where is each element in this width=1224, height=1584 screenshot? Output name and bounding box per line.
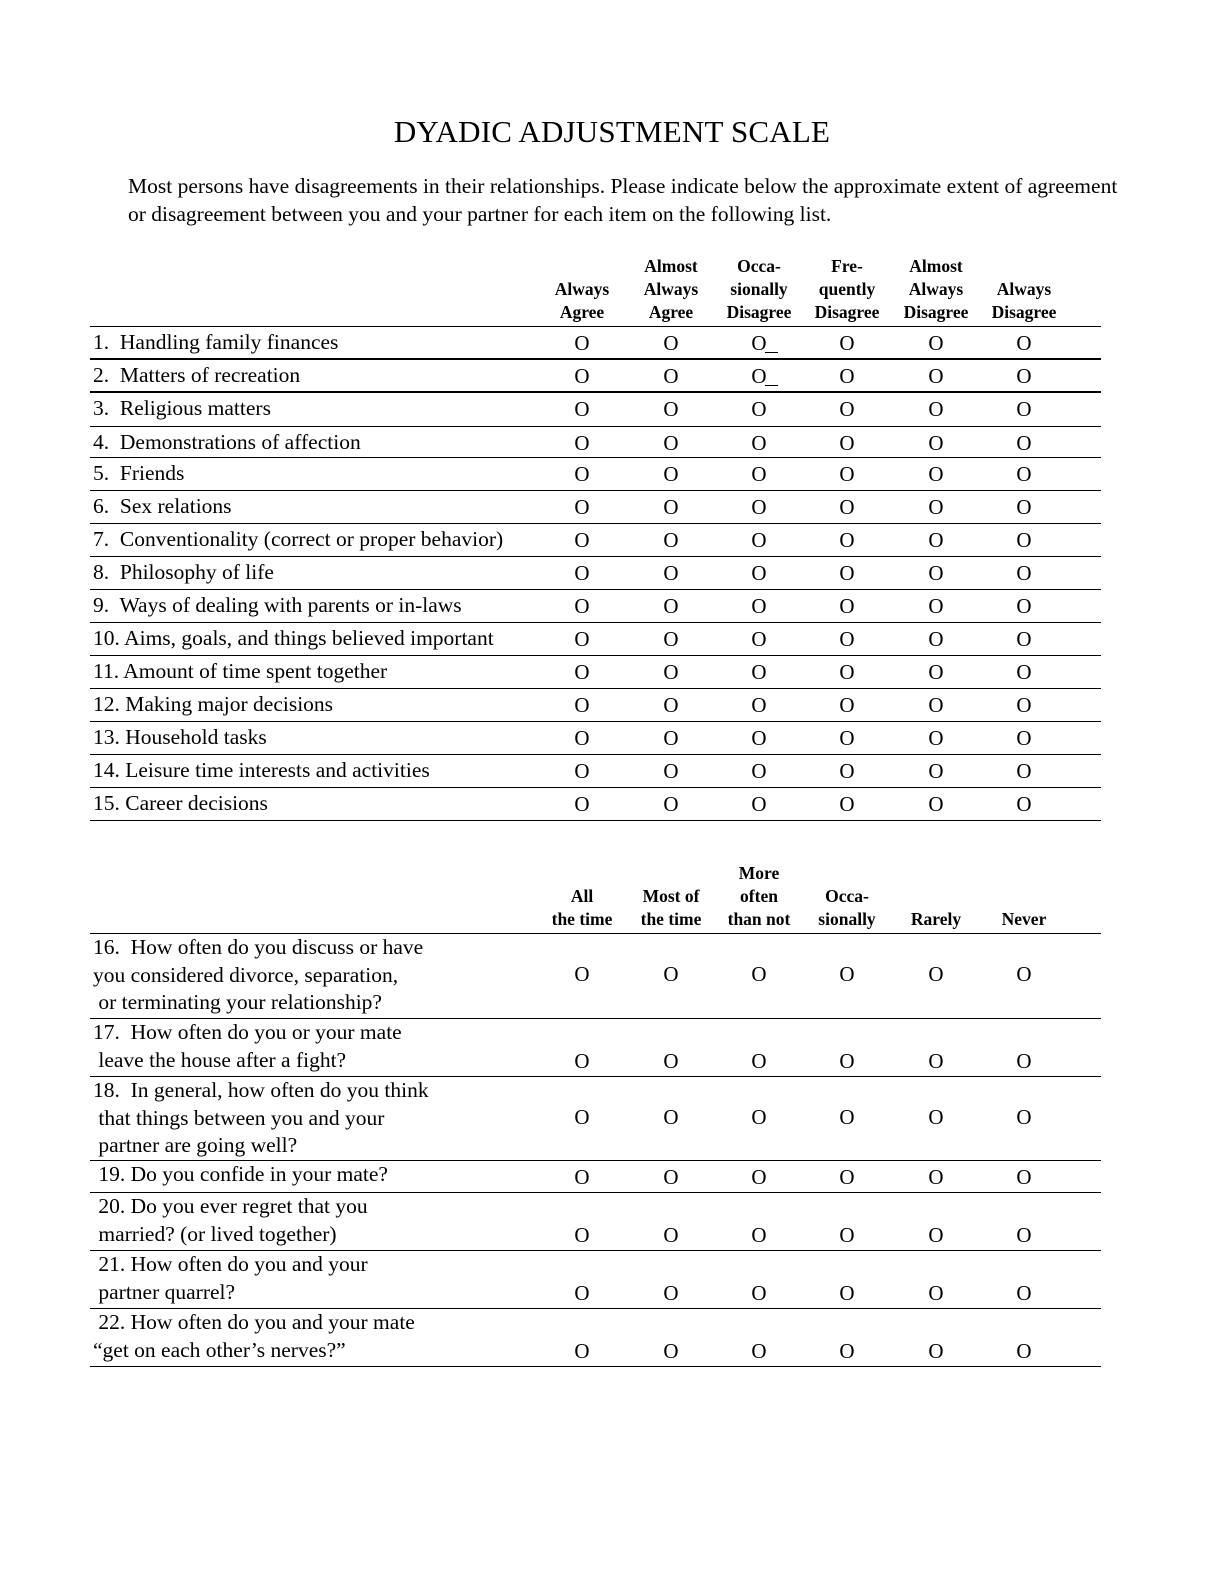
- response-option[interactable]: O: [928, 759, 944, 783]
- response-option[interactable]: O: [839, 1223, 855, 1247]
- column-header-line: Always: [554, 279, 610, 299]
- column-header-line: Occa-: [737, 256, 781, 276]
- table-row: [90, 689, 1101, 722]
- item-label: [93, 1251, 368, 1306]
- response-option[interactable]: O: [839, 561, 855, 585]
- response-option[interactable]: O: [574, 962, 590, 986]
- item-label: [93, 1309, 415, 1364]
- response-option[interactable]: O: [928, 1281, 944, 1305]
- response-option[interactable]: O: [751, 759, 767, 783]
- response-option[interactable]: O: [928, 1049, 944, 1073]
- response-option[interactable]: O: [1016, 561, 1032, 585]
- table-row: [90, 1251, 1101, 1309]
- table-row: [90, 755, 1101, 788]
- response-option[interactable]: O: [1016, 726, 1032, 750]
- response-option[interactable]: O: [839, 528, 855, 552]
- response-option[interactable]: O: [574, 561, 590, 585]
- response-option[interactable]: O: [1016, 1105, 1032, 1129]
- response-option[interactable]: O: [928, 627, 944, 651]
- response-option[interactable]: O: [663, 431, 679, 455]
- column-header: [802, 885, 892, 931]
- item-label-line: married? (or lived together): [93, 1221, 337, 1246]
- item-label: 15. Career decisions: [93, 791, 268, 815]
- table-row: [90, 590, 1101, 623]
- response-option[interactable]: O: [839, 693, 855, 717]
- response-option[interactable]: O: [1016, 364, 1032, 388]
- response-option[interactable]: O: [928, 726, 944, 750]
- item-label-line: leave the house after a fight?: [93, 1047, 347, 1072]
- response-option[interactable]: O: [751, 1223, 767, 1247]
- response-option[interactable]: O: [839, 594, 855, 618]
- response-option[interactable]: O: [574, 792, 590, 816]
- response-option[interactable]: O: [1016, 693, 1032, 717]
- response-option[interactable]: O: [928, 693, 944, 717]
- response-option[interactable]: O: [839, 1281, 855, 1305]
- response-option[interactable]: O: [839, 1339, 855, 1363]
- column-header-line: Always: [996, 279, 1052, 299]
- response-option[interactable]: O: [751, 397, 767, 421]
- column-header-line: Disagree: [991, 302, 1057, 322]
- item-label: 1. Handling family finances: [93, 330, 339, 354]
- column-header-line: Never: [1001, 909, 1047, 929]
- column-header-line: Agree: [648, 302, 694, 322]
- response-option[interactable]: O: [839, 1165, 855, 1189]
- response-option[interactable]: O: [1016, 397, 1032, 421]
- response-option[interactable]: O: [839, 462, 855, 486]
- response-option[interactable]: O: [928, 1339, 944, 1363]
- response-option[interactable]: O: [663, 660, 679, 684]
- item-label: [93, 1161, 388, 1189]
- response-option[interactable]: O: [751, 1049, 767, 1073]
- response-option[interactable]: O: [663, 397, 679, 421]
- item-label-line: 18. In general, how often do you think: [93, 1078, 429, 1102]
- response-option[interactable]: O: [663, 792, 679, 816]
- response-option[interactable]: O: [1016, 660, 1032, 684]
- column-header-line: the time: [551, 909, 613, 929]
- response-option[interactable]: O: [751, 462, 767, 486]
- column-header-line: Disagree: [903, 302, 969, 322]
- item-label-line: 20. Do you ever regret that you: [93, 1194, 368, 1218]
- response-option[interactable]: O: [1016, 462, 1032, 486]
- frequency-section: [90, 858, 1101, 1367]
- response-option[interactable]: O: [663, 364, 679, 388]
- item-label-line: 22. How often do you and your mate: [93, 1310, 415, 1334]
- table-row: [90, 524, 1101, 557]
- response-option[interactable]: O: [574, 1049, 590, 1073]
- response-option[interactable]: O: [751, 962, 767, 986]
- response-option[interactable]: O: [839, 364, 855, 388]
- response-option[interactable]: O: [1016, 528, 1032, 552]
- column-header-line: Always: [908, 279, 964, 299]
- table-row: [90, 360, 1101, 393]
- item-label: [93, 1077, 429, 1160]
- response-option[interactable]: O: [1016, 1049, 1032, 1073]
- response-option[interactable]: O: [928, 561, 944, 585]
- response-option[interactable]: O: [928, 495, 944, 519]
- item-label-line: 16. How often do you discuss or have: [93, 935, 424, 959]
- response-option[interactable]: O: [751, 660, 767, 684]
- column-header-line: Agree: [559, 302, 605, 322]
- item-label: 8. Philosophy of life: [93, 560, 274, 584]
- item-label: 2. Matters of recreation: [93, 363, 301, 387]
- response-option[interactable]: O: [663, 693, 679, 717]
- response-option[interactable]: O: [751, 1105, 767, 1129]
- response-option[interactable]: O: [928, 528, 944, 552]
- response-option[interactable]: O: [574, 1339, 590, 1363]
- column-header-row: [90, 254, 1101, 327]
- response-option[interactable]: O: [928, 660, 944, 684]
- response-option[interactable]: O: [574, 1223, 590, 1247]
- response-option[interactable]: O: [1016, 1281, 1032, 1305]
- response-option[interactable]: O: [839, 660, 855, 684]
- item-label-line: or terminating your relationship?: [93, 990, 382, 1014]
- column-header: [626, 885, 716, 931]
- column-header-line: More: [738, 863, 780, 883]
- response-option[interactable]: O: [928, 962, 944, 986]
- item-label: 12. Making major decisions: [93, 692, 334, 716]
- item-label: 7. Conventionality (correct or proper behavior): [93, 527, 504, 551]
- response-option[interactable]: O: [1016, 495, 1032, 519]
- column-header-line: sionally: [730, 279, 788, 299]
- table-row: [90, 491, 1101, 524]
- response-option[interactable]: O: [751, 528, 767, 552]
- response-option[interactable]: O: [1016, 962, 1032, 986]
- table-row: [90, 327, 1101, 360]
- response-option[interactable]: O: [663, 561, 679, 585]
- table-row: [90, 557, 1101, 590]
- response-option[interactable]: O: [1016, 1165, 1032, 1189]
- table-row: [90, 934, 1101, 1019]
- response-option[interactable]: O: [751, 693, 767, 717]
- item-label-line: “get on each other’s nerves?”: [93, 1337, 346, 1362]
- response-option[interactable]: O: [751, 726, 767, 750]
- response-option[interactable]: O: [928, 792, 944, 816]
- item-label: 5. Friends: [93, 461, 185, 485]
- response-option[interactable]: O: [839, 759, 855, 783]
- item-label: 3. Religious matters: [93, 396, 271, 420]
- column-header: [714, 255, 804, 324]
- response-option[interactable]: O: [839, 962, 855, 986]
- response-option[interactable]: O: [751, 594, 767, 618]
- response-option[interactable]: O: [663, 627, 679, 651]
- response-option[interactable]: O: [839, 1049, 855, 1073]
- table-row: [90, 1077, 1101, 1161]
- response-option[interactable]: O: [574, 364, 590, 388]
- response-option[interactable]: O: [751, 1281, 767, 1305]
- table-row: [90, 1193, 1101, 1251]
- response-option[interactable]: O: [663, 759, 679, 783]
- response-option[interactable]: O: [663, 462, 679, 486]
- column-header-line: Most of: [642, 886, 700, 906]
- response-option[interactable]: O: [839, 1105, 855, 1129]
- column-header: [891, 908, 981, 931]
- response-option[interactable]: O: [928, 431, 944, 455]
- response-option[interactable]: O: [574, 397, 590, 421]
- response-option[interactable]: O: [663, 1281, 679, 1305]
- item-label-line: that things between you and your: [93, 1105, 385, 1130]
- column-header-line: Disagree: [726, 302, 792, 322]
- column-header: [714, 862, 804, 931]
- item-label: 13. Household tasks: [93, 725, 267, 749]
- response-option[interactable]: O: [663, 962, 679, 986]
- column-header: [891, 255, 981, 324]
- response-option[interactable]: O: [663, 1223, 679, 1247]
- response-option[interactable]: O: [751, 561, 767, 585]
- response-option[interactable]: O: [751, 431, 767, 455]
- column-header: [802, 255, 892, 324]
- response-option[interactable]: O: [663, 1165, 679, 1189]
- response-option[interactable]: O: [928, 1105, 944, 1129]
- response-option[interactable]: O: [839, 431, 855, 455]
- item-label: [93, 1019, 402, 1074]
- column-header-line: Disagree: [814, 302, 880, 322]
- response-option[interactable]: O: [1016, 594, 1032, 618]
- column-header: [537, 885, 627, 931]
- response-option[interactable]: O: [751, 1165, 767, 1189]
- table-row: [90, 393, 1101, 427]
- response-option[interactable]: O: [751, 1339, 767, 1363]
- response-option[interactable]: O: [663, 1049, 679, 1073]
- response-option[interactable]: O: [1016, 792, 1032, 816]
- response-option[interactable]: O: [839, 627, 855, 651]
- response-option[interactable]: O: [839, 792, 855, 816]
- response-option[interactable]: O: [928, 397, 944, 421]
- instructions: Most persons have disagreements in their relationships. Please indicate below the approximate extent of agreement or disagreement between you and your partner for each item on the following list.: [128, 174, 1118, 226]
- response-option[interactable]: O: [928, 462, 944, 486]
- table-row: [90, 623, 1101, 656]
- response-option[interactable]: O: [663, 1339, 679, 1363]
- response-option[interactable]: O: [1016, 331, 1032, 355]
- response-option[interactable]: O: [928, 331, 944, 355]
- response-option[interactable]: O: [751, 792, 767, 816]
- response-option[interactable]: O: [839, 331, 855, 355]
- response-option[interactable]: O: [928, 1223, 944, 1247]
- response-option[interactable]: O: [574, 759, 590, 783]
- column-header-line: often: [740, 886, 778, 906]
- response-option[interactable]: O: [744, 364, 774, 388]
- response-option[interactable]: O: [1016, 759, 1032, 783]
- response-option[interactable]: O: [751, 627, 767, 651]
- table-row: [90, 1019, 1101, 1077]
- response-option[interactable]: O: [574, 331, 590, 355]
- response-option[interactable]: O: [1016, 431, 1032, 455]
- item-label-line: you considered divorce, separation,: [93, 962, 399, 987]
- column-header: [537, 278, 627, 324]
- table-row: [90, 1309, 1101, 1367]
- response-option[interactable]: O: [1016, 1223, 1032, 1247]
- column-header: [626, 255, 716, 324]
- response-option[interactable]: O: [574, 726, 590, 750]
- response-option[interactable]: O: [663, 594, 679, 618]
- response-option[interactable]: O: [574, 1165, 590, 1189]
- table-row: [90, 788, 1101, 821]
- column-header-line: Almost: [644, 256, 698, 276]
- table-row: [90, 656, 1101, 689]
- response-option[interactable]: O: [928, 594, 944, 618]
- response-option[interactable]: O: [839, 495, 855, 519]
- item-label: 11. Amount of time spent together: [93, 659, 388, 683]
- item-label-line: 19. Do you confide in your mate?: [93, 1162, 388, 1186]
- agreement-section: [90, 254, 1101, 821]
- column-header-line: Occa-: [825, 886, 869, 906]
- response-option[interactable]: O: [574, 495, 590, 519]
- column-header-line: than not: [727, 909, 791, 929]
- response-option[interactable]: O: [663, 528, 679, 552]
- item-label: [93, 1193, 368, 1248]
- item-label-line: 17. How often do you or your mate: [93, 1020, 402, 1044]
- response-option[interactable]: O: [1016, 627, 1032, 651]
- item-label-line: partner quarrel?: [93, 1279, 236, 1304]
- column-header-line: Rarely: [910, 909, 962, 929]
- table-row: [90, 427, 1101, 458]
- column-header: [979, 278, 1069, 324]
- item-label: [93, 934, 423, 1017]
- table-row: [90, 458, 1101, 491]
- response-option[interactable]: O: [839, 397, 855, 421]
- column-header-line: the time: [640, 909, 702, 929]
- item-label-line: partner are going well?: [93, 1133, 298, 1157]
- item-label: 6. Sex relations: [93, 494, 232, 518]
- response-option[interactable]: O: [928, 1165, 944, 1189]
- item-label: 9. Ways of dealing with parents or in-laws: [93, 593, 462, 617]
- table-row: [90, 1161, 1101, 1193]
- response-option[interactable]: O: [574, 462, 590, 486]
- column-header-line: sionally: [818, 909, 876, 929]
- column-header-line: Fre-: [831, 256, 863, 276]
- response-option[interactable]: O: [574, 693, 590, 717]
- column-header: [979, 908, 1069, 931]
- response-option[interactable]: O: [663, 495, 679, 519]
- response-option[interactable]: O: [663, 1105, 679, 1129]
- column-header-line: quently: [818, 279, 876, 299]
- item-label: 14. Leisure time interests and activities: [93, 758, 430, 782]
- response-option[interactable]: O: [839, 726, 855, 750]
- response-option[interactable]: O: [574, 660, 590, 684]
- response-option[interactable]: O: [574, 1105, 590, 1129]
- response-option[interactable]: O: [574, 594, 590, 618]
- column-header-line: Almost: [909, 256, 963, 276]
- item-label: 10. Aims, goals, and things believed important: [93, 626, 494, 650]
- response-option[interactable]: O: [744, 331, 774, 355]
- response-option[interactable]: O: [574, 528, 590, 552]
- column-header-line: Always: [643, 279, 699, 299]
- item-label-line: 21. How often do you and your: [93, 1252, 368, 1276]
- response-option[interactable]: O: [574, 431, 590, 455]
- response-option[interactable]: O: [574, 1281, 590, 1305]
- item-label: 4. Demonstrations of affection: [93, 430, 361, 454]
- response-option[interactable]: O: [928, 364, 944, 388]
- table-row: [90, 722, 1101, 755]
- response-option[interactable]: O: [574, 627, 590, 651]
- page-title: DYADIC ADJUSTMENT SCALE: [393, 114, 831, 149]
- response-option[interactable]: O: [663, 331, 679, 355]
- response-option[interactable]: O: [663, 726, 679, 750]
- response-option[interactable]: O: [1016, 1339, 1032, 1363]
- column-header-line: All: [570, 886, 594, 906]
- response-option[interactable]: O: [751, 495, 767, 519]
- column-header-row: [90, 858, 1101, 934]
